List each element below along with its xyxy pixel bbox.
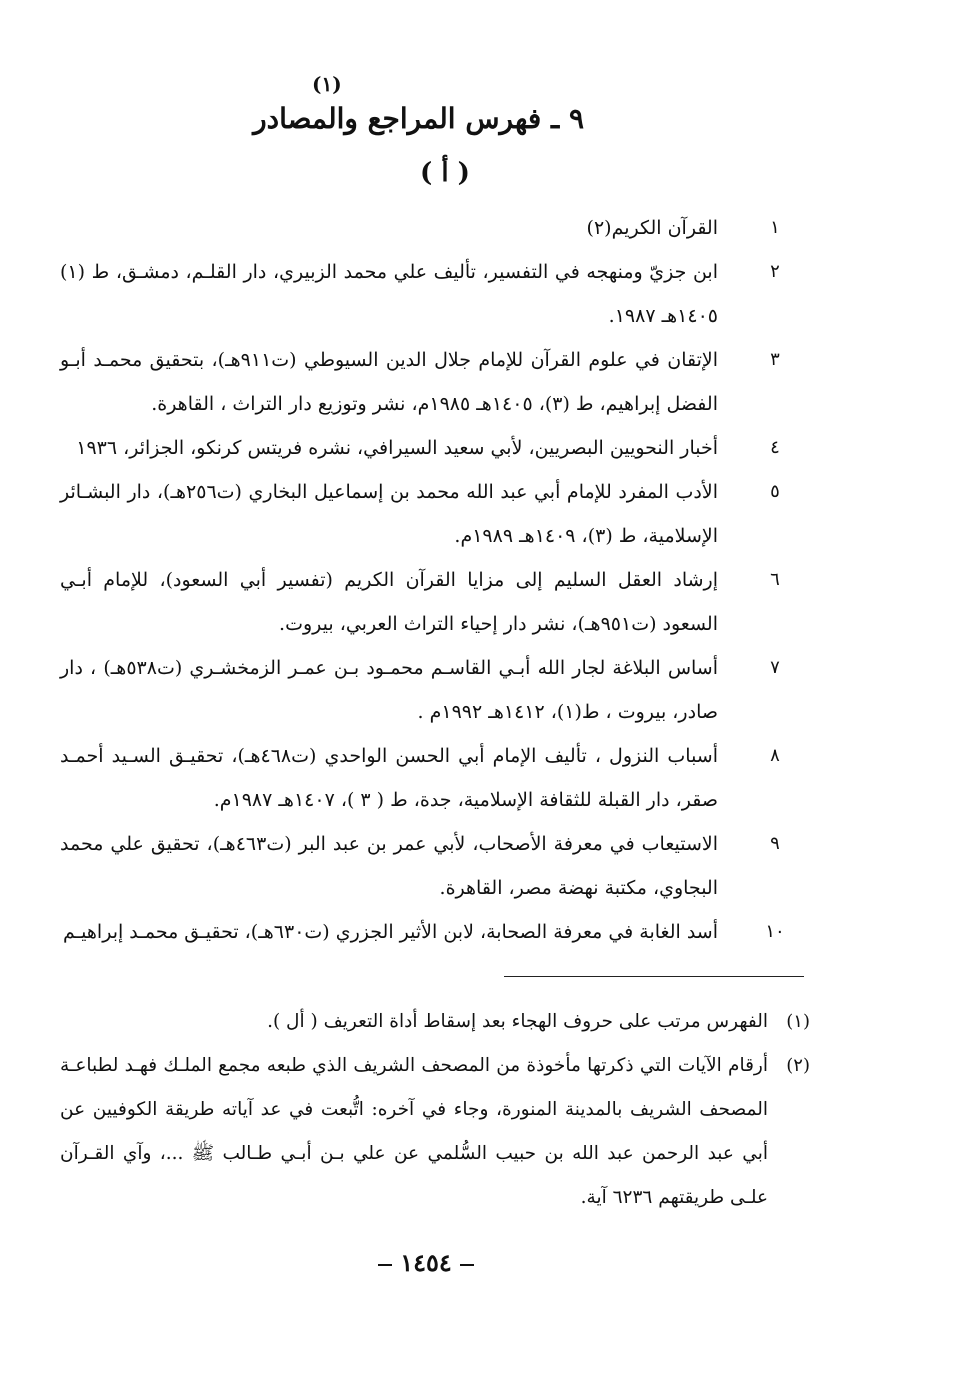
reference-number: ٢ (770, 261, 780, 282)
reference-item (60, 558, 790, 646)
reference-text: أساس البلاغة لجار الله أبـي القاسـم محمـود بـن عمـر الزمخشـري (ت٥٣٨هـ) ، دار صادر، بيروت ، ط(١)، ١٤١٢هـ ١٩٩٢م . (60, 657, 719, 723)
dash-left (378, 1264, 392, 1266)
dash-right (460, 1264, 474, 1266)
reference-list (60, 198, 790, 954)
reference-text: ابن جزيّ ومنهجه في التفسير، تأليف علي محمد الزبيري، دار القلـم، دمشـق، ط (١) ١٤٠٥هـ ١٩٨٧. (60, 261, 718, 327)
page-number (0, 1248, 852, 1277)
reference-number: ٨ (770, 745, 780, 766)
reference-number: ٦ (770, 569, 780, 590)
section-letter: ( أ ) (420, 158, 470, 188)
reference-number: ٥ (770, 481, 780, 502)
reference-item (60, 250, 790, 338)
footnotes (60, 1000, 810, 1220)
reference-item (60, 338, 790, 426)
title-footnote-marker: (١) (312, 72, 342, 96)
reference-text: أخبار النحويين البصريين، لأبي سعيد السيرافي، نشره فريتس كرنكو، الجزائر، ١٩٣٦ (76, 437, 718, 459)
reference-text: أسباب النزول ، تأليف الإمام أبي الحسن الواحدي (ت٤٦٨هـ)، تحقيـق السـيد أحمـد صقر، دار القبلة للثقافة الإسلامية، جدة، ط ( ٣ )، ١٤٠٧هـ ١٩٨٧م. (60, 745, 718, 811)
reference-item (60, 646, 790, 734)
footnote-number: (١) (786, 1011, 810, 1032)
footnote-number: (٢) (786, 1055, 810, 1076)
page-number-value: ١٤٥٤ (400, 1248, 452, 1277)
reference-item (60, 470, 790, 558)
reference-text: الإتقان في علوم القرآن للإمام جلال الدين السيوطي (ت٩١١هـ)، بتحقيق محمـد أبـو الفضل إبراهيم، ط (٣)، ١٤٠٥هـ ١٩٨٥م، نشر وتوزيع دار التراث ، القاهرة. (60, 349, 718, 415)
footnote-text: الفهرس مرتب على حروف الهجاء بعد إسقاط أداة التعريف ( أل ). (267, 1011, 768, 1032)
footnote-item (60, 1000, 810, 1044)
page-title: ٩ ـ فهرس المراجع والمصادر (253, 102, 584, 135)
footnote-text: أرقام الآيات التي ذكرتها مأخوذة من المصحف الشريف الذي طبعه مجمع الملـك فهـد لطباعـة المصحف الشريف بالمدينة المنورة، وجاء في آخره: اتُّبعت في عد آياته طريقة الكوفيين عن أبي عبد الرحمن عبد الله بن حبيب السُّلمي عن علي بـن أبـي طـالب ﷺ ...، وآي القـرآن علـى طريقتهم ٦٢٣٦ آية. (60, 1055, 769, 1208)
reference-number: ٤ (770, 437, 780, 458)
reference-item (60, 910, 790, 954)
reference-text: الاستيعاب في معرفة الأصحاب، لأبي عمر بن عبد البر (ت٤٦٣هـ)، تحقيق علي محمد البجاوي، مكتبة نهضة مصر، القاهرة. (60, 833, 719, 899)
reference-item (60, 734, 790, 822)
reference-number: ٧ (770, 657, 780, 678)
reference-text: الأدب المفرد للإمام أبي عبد الله محمد بن إسماعيل البخاري (ت٢٥٦هـ)، دار البشـائر الإسلامية، ط (٣)، ١٤٠٩هـ ١٩٨٩م. (60, 481, 718, 547)
reference-number: ٩ (770, 833, 780, 854)
reference-number: ٣ (770, 349, 780, 370)
reference-text: القرآن الكريم(٢) (586, 217, 718, 239)
footnote-divider (504, 976, 804, 977)
reference-item (60, 426, 790, 470)
reference-item (60, 822, 790, 910)
reference-text: إرشاد العقل السليم إلى مزايا القرآن الكريم (تفسير أبي السعود)، للإمام أبـي السعود (ت٩٥١هـ)، نشر دار إحياء التراث العربي، بيروت. (60, 569, 719, 635)
footnote-item (60, 1044, 810, 1220)
reference-number: ١ (770, 217, 780, 238)
reference-number: ١٠ (765, 921, 785, 942)
reference-text: أسد الغابة في معرفة الصحابة، لابن الأثير الجزري (ت٦٣٠هـ)، تحقيـق محمـد إبراهيـم (62, 921, 718, 943)
reference-item (60, 206, 790, 250)
